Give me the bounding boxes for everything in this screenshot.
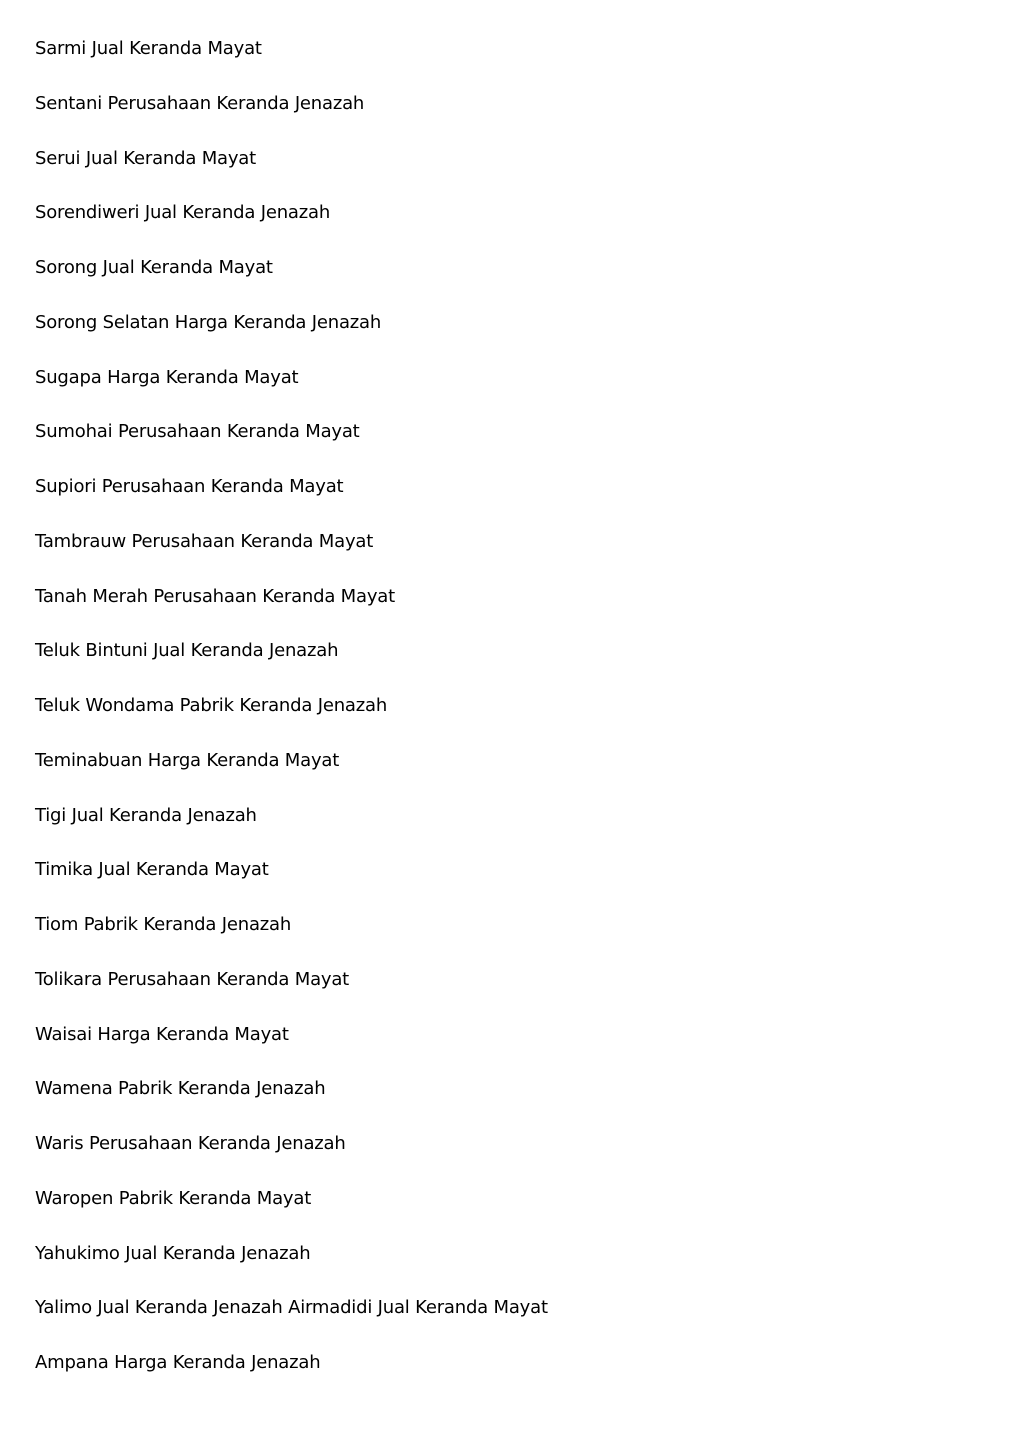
text-line: Teluk Bintuni Jual Keranda Jenazah bbox=[35, 640, 339, 662]
text-line: Tambrauw Perusahaan Keranda Mayat bbox=[35, 530, 374, 552]
text-line: Sugapa Harga Keranda Mayat bbox=[35, 366, 299, 388]
text-line: Tiom Pabrik Keranda Jenazah bbox=[35, 914, 292, 935]
text-line: Sorong Jual Keranda Mayat bbox=[35, 257, 273, 278]
text-line: Timika Jual Keranda Mayat bbox=[35, 859, 269, 881]
text-line: Waisai Harga Keranda Mayat bbox=[35, 1023, 289, 1045]
text-line: Sumohai Perusahaan Keranda Mayat bbox=[35, 421, 360, 443]
text-line: Tolikara Perusahaan Keranda Mayat bbox=[35, 968, 350, 990]
text-line: Sarmi Jual Keranda Mayat bbox=[35, 38, 262, 59]
text-line: Yahukimo Jual Keranda Jenazah bbox=[35, 1242, 311, 1264]
text-line: Waris Perusahaan Keranda Jenazah bbox=[35, 1133, 346, 1154]
text-line: Sentani Perusahaan Keranda Jenazah bbox=[35, 92, 365, 114]
text-line: Wamena Pabrik Keranda Jenazah bbox=[35, 1078, 326, 1100]
text-line: Supiori Perusahaan Keranda Mayat bbox=[35, 476, 344, 497]
text-line: Ampana Harga Keranda Jenazah bbox=[35, 1352, 321, 1373]
text-line: Waropen Pabrik Keranda Mayat bbox=[35, 1187, 312, 1209]
text-line: Serui Jual Keranda Mayat bbox=[35, 147, 256, 169]
text-line: Tanah Merah Perusahaan Keranda Mayat bbox=[35, 585, 395, 607]
text-line: Teluk Wondama Pabrik Keranda Jenazah bbox=[35, 695, 388, 716]
text-line: Sorendiweri Jual Keranda Jenazah bbox=[35, 202, 331, 224]
text-line: Tigi Jual Keranda Jenazah bbox=[35, 804, 257, 826]
text-line: Teminabuan Harga Keranda Mayat bbox=[35, 749, 340, 771]
text-line-list bbox=[35, 36, 995, 1405]
text-line: Yalimo Jual Keranda Jenazah Airmadidi Jual Keranda Mayat bbox=[35, 1297, 548, 1319]
text-line: Sorong Selatan Harga Keranda Jenazah bbox=[35, 311, 382, 333]
